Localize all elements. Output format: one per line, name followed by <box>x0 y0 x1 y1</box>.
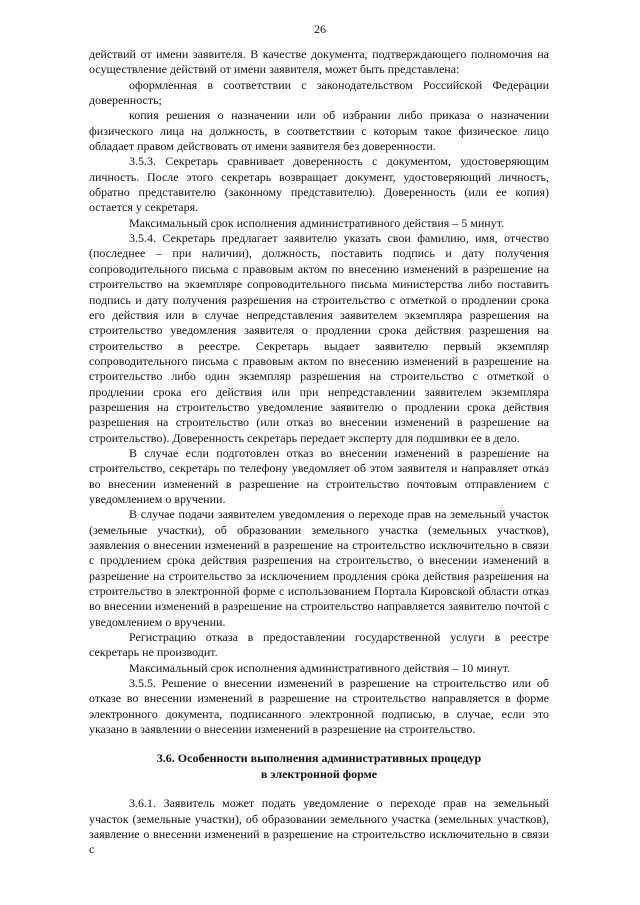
section-heading-line: 3.6. Особенности выполнения административных процедур <box>156 751 482 766</box>
paragraph: действий от имени заявителя. В качестве документа, подтверждающего полномочия на осуществление действий от имени заявителя, может быть представлена: <box>89 47 549 77</box>
paragraph: 3.5.4. Секретарь предлагает заявителю указать свои фамилию, имя, отчество (последнее – при наличии), должность, поставить подпись и дату получения сопроводительного письма с правовым актом по внесению изменений в разрешение на строительство на экземпляре сопроводительного письма министерства либо поставить подпись и дату получения разрешения на строительство с отметкой о продлении срока его действия или в случае непредставления заявителем экземпляра разрешения на строительство уведомления заявителя о продлении срока действия разрешения на строительство в реестре. Секретарь выдает заявителю первый экземпляр сопроводительного письма с правовым актом по внесению изменений в разрешение на строительство либо один экземпляр разрешения на строительство с отметкой о продлении срока его действия или при непредставлении заявителем экземпляра разрешения на строительство уведомление заявителю о продлении срока действия разрешения на строительство (или отказ во внесении изменений в разрешение на строительство). Доверенность секретарь передает эксперту для подшивки ее в дело. <box>89 231 549 445</box>
paragraph: копия решения о назначении или об избрании либо приказа о назначении физического лица на должность, в соответствии с которым такое физическое лицо обладает правом действовать от имени заявителя без доверенности. <box>89 108 549 154</box>
paragraph: Регистрацию отказа в предоставлении государственной услуги в реестре секретарь не производит. <box>89 630 549 660</box>
paragraph: 3.6.1. Заявитель может подать уведомление о переходе прав на земельный участок (земельные участки), об образовании земельного участка (земельных участков), заявление о внесении изменений в разрешение на строительство исключительно в связи с <box>89 796 549 857</box>
section-heading <box>89 737 549 796</box>
paragraph: оформленная в соответствии с законодательством Российской Федерации доверенность; <box>89 77 549 108</box>
paragraph: 3.5.3. Секретарь сравнивает доверенность с документом, удостоверяющим личность. После этого секретарь возвращает документ, удостоверяющий личность, обратно представителю (законному представителю). Доверенность (или ее копия) остается у секретаря. <box>89 154 549 215</box>
paragraph: 3.5.5. Решение о внесении изменений в разрешение на строительство или об отказе во внесении изменений в разрешение на строительство направляется в форме электронного документа, подписанного электронной подписью, в случае, если это указано в заявлении о внесении изменений в разрешение на строительство. <box>89 676 549 737</box>
page-number: 26 <box>314 22 326 36</box>
paragraph: Максимальный срок исполнения административного действия – 10 минут. <box>129 660 511 675</box>
paragraph: В случае если подготовлен отказ во внесении изменений в разрешение на строительство, секретарь по телефону уведомляет об этом заявителя и направляет отказ во внесении изменений в разрешение на строительство почтовым отправлением с уведомлением о вручении. <box>89 445 549 506</box>
paragraph: В случае подачи заявителем уведомления о переходе прав на земельный участок (земельные участки), об образовании земельного участка (земельных участков), заявления о внесении изменений в разрешение на строительство исключительно в связи с продлением срока действия разрешения на строительство, о внесении изменений в разрешение на строительство за исключением продления срока действия разрешения на строительство в электронной форме с использованием Портала Кировской области отказ во внесении изменений в разрешение на строительство направляется заявителю почтой с уведомлением о вручении. <box>89 507 549 629</box>
paragraph: Максимальный срок исполнения административного действия – 5 минут. <box>129 215 505 230</box>
section-heading-line: в электронной форме <box>260 766 378 781</box>
document-body <box>89 47 549 858</box>
